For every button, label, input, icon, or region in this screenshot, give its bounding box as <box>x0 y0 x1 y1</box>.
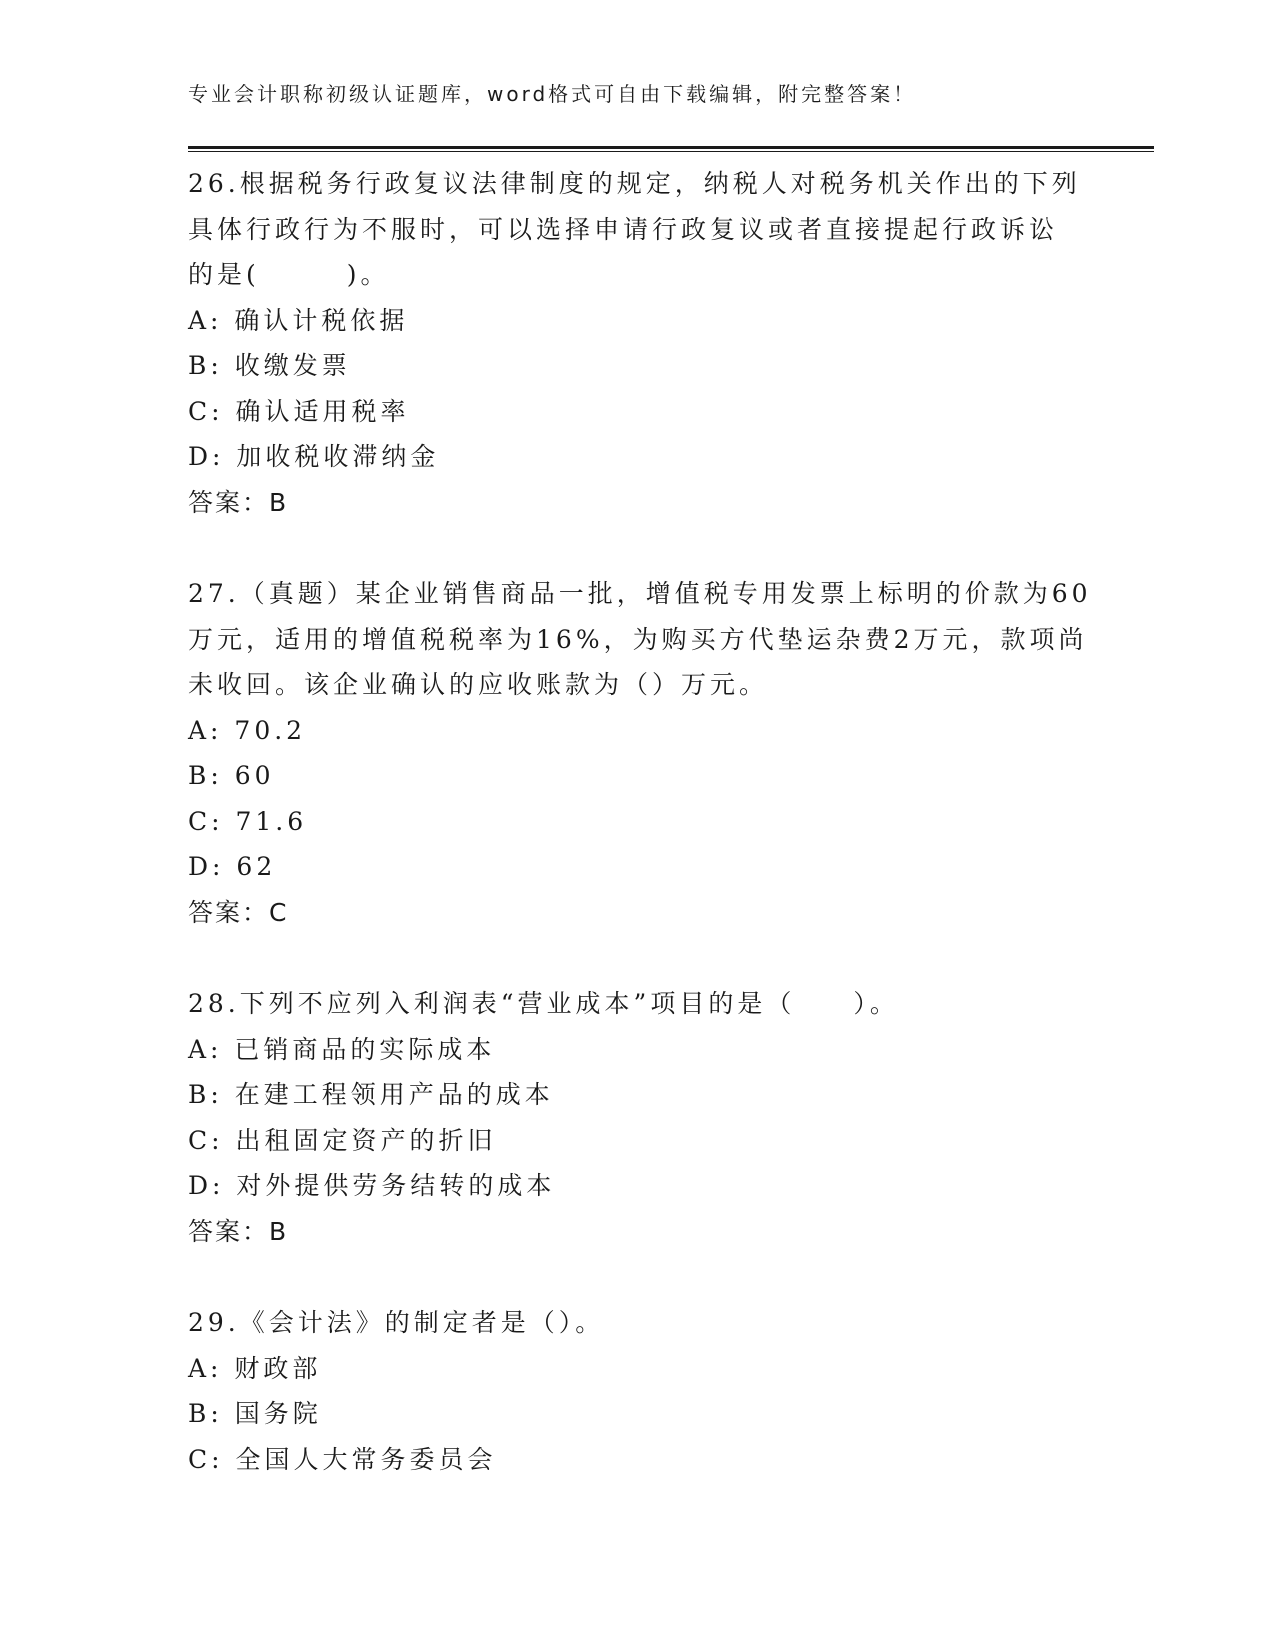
option-d: D: 62 <box>188 852 277 881</box>
header-rule-thin <box>188 151 1154 152</box>
question-stem: 28.下列不应列入利润表“营业成本”项目的是（ ）。 <box>188 989 899 1018</box>
answer-label: 答案：B <box>188 487 289 517</box>
question-29 <box>188 1300 1088 1482</box>
question-stem: 27.（真题）某企业销售商品一批，增值税专用发票上标明的价款为60 <box>188 579 1092 608</box>
question-stem: 未收回。该企业确认的应收账款为（）万元。 <box>188 670 769 699</box>
question-28 <box>188 981 1088 1254</box>
question-27 <box>188 571 1092 935</box>
option-b: B: 在建工程领用产品的成本 <box>188 1080 554 1109</box>
page-header-text: 专业会计职称初级认证题库，word格式可自由下载编辑，附完整答案！ <box>188 82 917 106</box>
answer-label: 答案：B <box>188 1216 289 1246</box>
option-a: A: 70.2 <box>188 715 307 745</box>
option-b: B: 60 <box>188 761 275 790</box>
option-c: C: 确认适用税率 <box>188 396 410 426</box>
answer-label: 答案：C <box>188 897 289 927</box>
option-c: C: 出租固定资产的折旧 <box>188 1125 497 1155</box>
question-stem: 万元，适用的增值税税率为16%，为购买方代垫运杂费2万元，款项尚 <box>188 624 1088 654</box>
option-a: A: 财政部 <box>188 1353 322 1383</box>
question-stem: 26.根据税务行政复议法律制度的规定，纳税人对税务机关作出的下列 <box>188 169 1081 198</box>
question-26 <box>188 161 1088 525</box>
header-rule-thick <box>188 146 1154 149</box>
question-stem: 的是( )。 <box>188 260 390 289</box>
question-stem: 具体行政行为不服时，可以选择申请行政复议或者直接提起行政诉讼 <box>188 214 1059 244</box>
option-c: C: 全国人大常务委员会 <box>188 1444 497 1474</box>
question-list <box>188 161 1092 1528</box>
option-b: B: 收缴发票 <box>188 351 351 380</box>
option-d: D: 对外提供劳务结转的成本 <box>188 1171 556 1200</box>
option-d: D: 加收税收滞纳金 <box>188 442 440 471</box>
option-b: B: 国务院 <box>188 1399 322 1428</box>
question-stem: 29.《会计法》的制定者是（）。 <box>188 1308 605 1337</box>
option-c: C: 71.6 <box>188 806 308 836</box>
option-a: A: 已销商品的实际成本 <box>188 1034 496 1064</box>
option-a: A: 确认计税依据 <box>188 305 409 335</box>
